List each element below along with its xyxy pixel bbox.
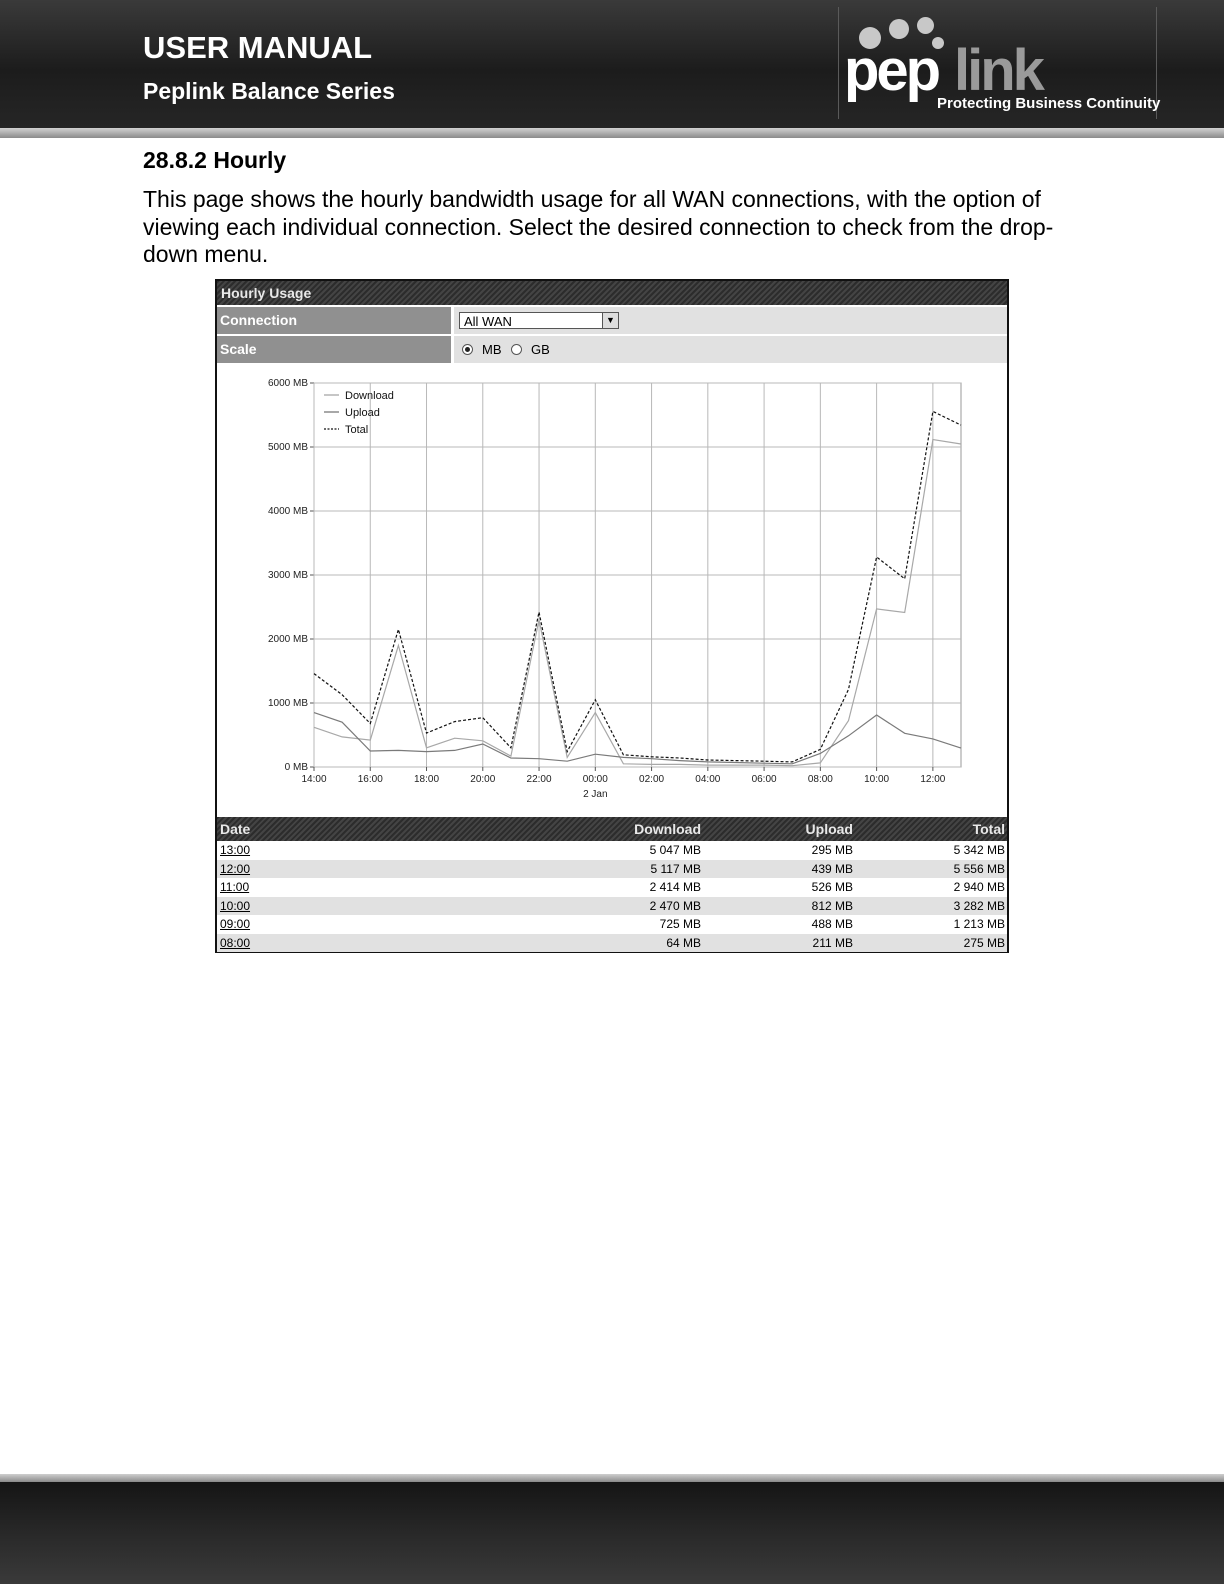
page-header	[0, 0, 1224, 128]
y-tick-label: 1000 MB	[267, 698, 308, 709]
total-cell: 2 940 MB	[953, 880, 1005, 895]
total-cell: 1 213 MB	[953, 917, 1005, 932]
scale-row	[454, 336, 1007, 363]
manual-title: USER MANUAL	[143, 30, 373, 65]
section-body: This page shows the hourly bandwidth usage for all WAN connections, with the option of viewing each individual connection. Select the desired connection to check from the drop-down menu.	[143, 186, 1054, 267]
scale-label: Scale	[217, 336, 451, 363]
scale-radio-gb[interactable]	[511, 344, 522, 355]
connection-select-value: All WAN	[464, 314, 512, 329]
y-tick-label: 3000 MB	[267, 570, 308, 581]
scale-option-mb: MB	[482, 342, 502, 357]
usage-table-header	[217, 817, 1007, 841]
connection-row	[454, 307, 1007, 334]
date-link[interactable]: 10:00	[220, 898, 251, 913]
logo-dot	[917, 17, 934, 34]
hourly-usage-panel	[215, 279, 1009, 953]
section-title: 28.8.2 Hourly	[143, 147, 287, 173]
peplink-logo	[838, 7, 1161, 119]
upload-cell: 526 MB	[811, 880, 853, 895]
logo-tagline: Protecting Business Continuity	[937, 95, 1161, 112]
download-cell: 2 470 MB	[649, 898, 701, 913]
footer-divider	[0, 1474, 1224, 1482]
y-tick-label: 4000 MB	[267, 506, 308, 517]
header-divider	[0, 128, 1224, 138]
x-date-label: 2 Jan	[583, 789, 608, 800]
chevron-down-icon[interactable]: ▼	[602, 313, 618, 328]
table-row	[217, 860, 1007, 878]
table-row	[217, 878, 1007, 896]
logo-text-pep: pep	[844, 38, 939, 103]
table-row	[217, 934, 1007, 952]
logo-dot	[889, 19, 909, 39]
x-tick-label: 10:00	[864, 774, 890, 785]
table-row	[217, 897, 1007, 915]
upload-cell: 439 MB	[811, 861, 853, 876]
download-cell: 5 047 MB	[649, 843, 701, 857]
upload-cell: 211 MB	[812, 936, 853, 950]
total-cell: 5 342 MB	[953, 843, 1005, 857]
scale-option-gb: GB	[531, 342, 550, 357]
panel-title: Hourly Usage	[221, 285, 312, 301]
chart-svg	[217, 361, 1007, 811]
y-tick-label: 0 MB	[284, 762, 308, 773]
date-link[interactable]: 12:00	[220, 861, 251, 876]
legend-label-total: Total	[345, 424, 369, 436]
x-tick-label: 06:00	[751, 774, 777, 785]
download-cell: 5 117 MB	[650, 861, 701, 876]
col-date: Date	[220, 821, 251, 837]
x-tick-label: 08:00	[807, 774, 833, 785]
y-tick-label: 2000 MB	[267, 634, 308, 645]
x-tick-label: 02:00	[639, 774, 665, 785]
table-row	[217, 915, 1007, 933]
x-tick-label: 22:00	[526, 774, 552, 785]
x-tick-label: 04:00	[695, 774, 721, 785]
x-tick-label: 00:00	[582, 774, 608, 785]
col-total: Total	[972, 821, 1005, 837]
manual-subtitle: Peplink Balance Series	[143, 78, 395, 104]
connection-label: Connection	[217, 307, 451, 334]
y-tick-label: 5000 MB	[267, 442, 308, 453]
legend-label-upload: Upload	[345, 407, 380, 419]
x-tick-label: 18:00	[414, 774, 440, 785]
logo-text-link: link	[954, 38, 1042, 103]
total-cell: 275 MB	[963, 936, 1005, 950]
download-cell: 64 MB	[666, 936, 701, 950]
hourly-usage-chart	[217, 361, 1007, 811]
date-link[interactable]: 09:00	[220, 917, 251, 932]
legend-label-download: Download	[345, 390, 394, 402]
table-row	[217, 841, 1007, 859]
download-cell: 725 MB	[659, 917, 701, 932]
total-cell: 3 282 MB	[953, 898, 1005, 913]
date-link[interactable]: 11:00	[220, 880, 250, 895]
total-cell: 5 556 MB	[953, 861, 1005, 876]
connection-select[interactable]	[459, 312, 619, 329]
col-download: Download	[634, 821, 701, 837]
scale-radio-mb[interactable]	[462, 344, 473, 355]
x-tick-label: 20:00	[470, 774, 496, 785]
x-tick-label: 16:00	[357, 774, 383, 785]
upload-cell: 295 MB	[811, 843, 853, 857]
date-link[interactable]: 13:00	[220, 843, 251, 857]
upload-cell: 812 MB	[811, 898, 853, 913]
x-tick-label: 12:00	[920, 774, 946, 785]
y-tick-label: 6000 MB	[267, 378, 308, 389]
date-link[interactable]: 08:00	[220, 936, 251, 950]
x-tick-label: 14:00	[301, 774, 327, 785]
download-cell: 2 414 MB	[649, 880, 701, 895]
panel-header	[217, 281, 1007, 305]
page-footer	[0, 1482, 1224, 1584]
col-upload: Upload	[805, 821, 853, 837]
upload-cell: 488 MB	[811, 917, 853, 932]
